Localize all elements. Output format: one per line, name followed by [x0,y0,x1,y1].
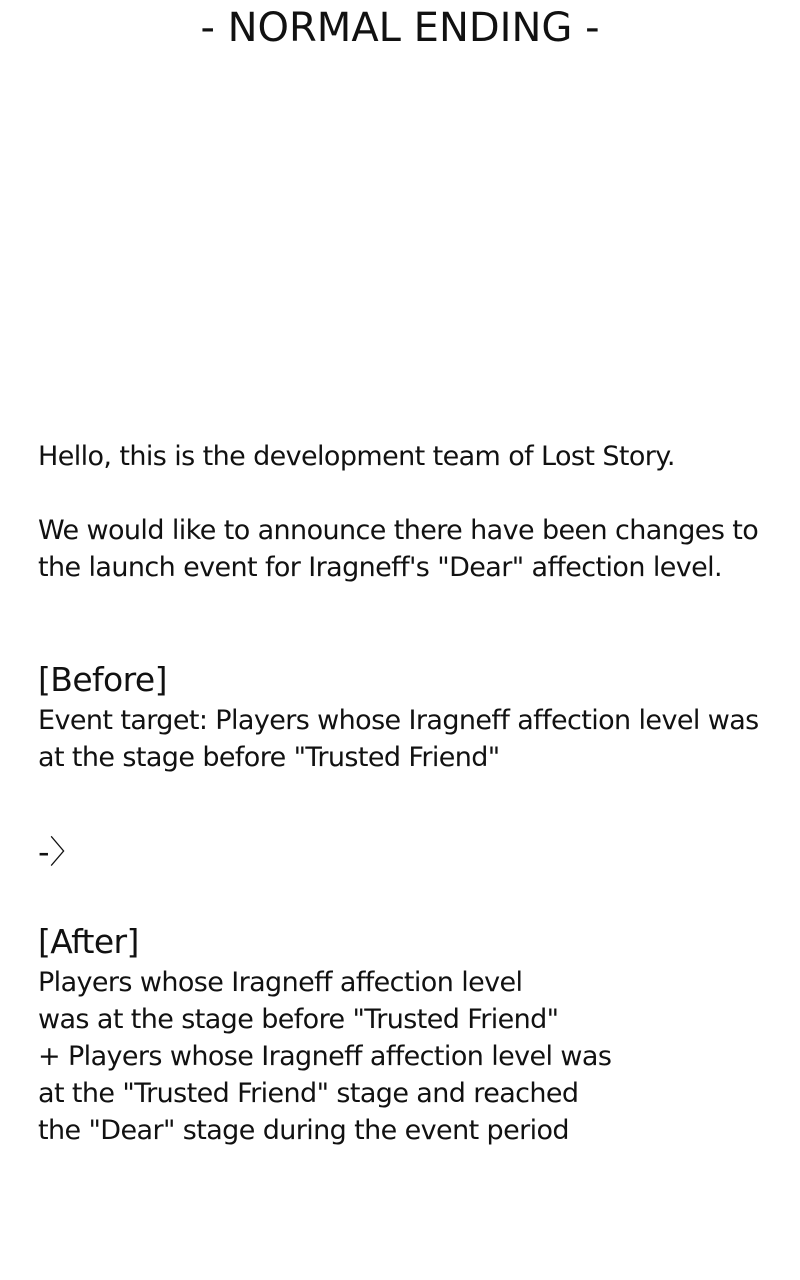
after-section [38,922,778,1149]
before-heading: [Before] [38,660,167,699]
page-title: - NORMAL ENDING - [200,5,600,51]
after-line-1: Players whose Iragneff affection level [38,967,523,998]
before-section [38,660,778,776]
after-line-5: the "Dear" stage during the event period [38,1115,569,1146]
announcement-line-2: the launch event for Iragneff's "Dear" affection level. [38,552,723,583]
announcement-text [38,512,778,586]
after-line-3: + Players whose Iragneff affection level was [38,1041,612,1072]
change-arrow: -〉 [38,833,82,871]
before-line-1: Event target: Players whose Iragneff affection level was [38,705,759,736]
after-line-2: was at the stage before "Trusted Friend" [38,1004,559,1035]
after-heading: [After] [38,922,139,961]
greeting-line: Hello, this is the development team of Lost Story. [38,441,675,472]
after-line-4: at the "Trusted Friend" stage and reached [38,1078,579,1109]
greeting-text [38,438,778,475]
announcement-line-1: We would like to announce there have been changes to [38,515,759,546]
before-line-2: at the stage before "Trusted Friend" [38,742,500,773]
